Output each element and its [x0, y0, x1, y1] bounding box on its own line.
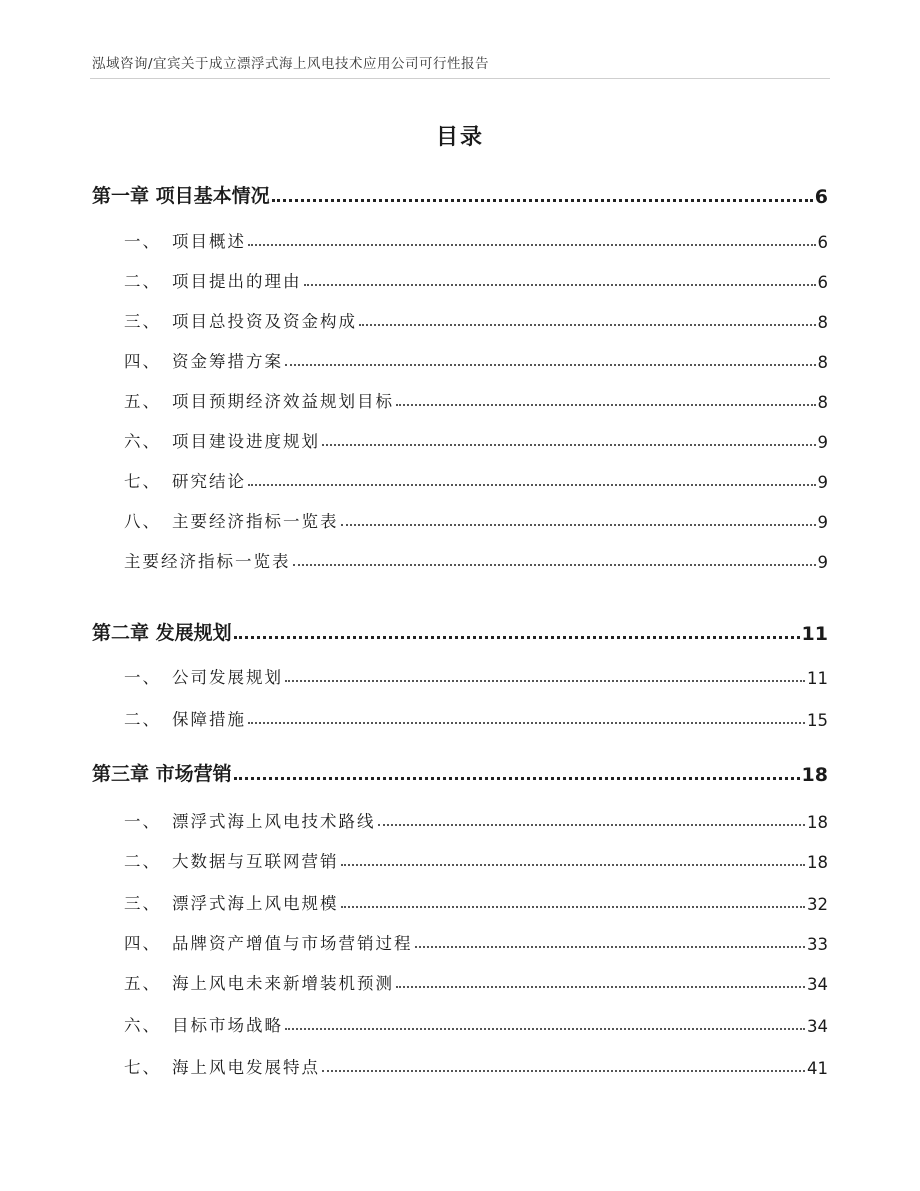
toc-entry-text: 第三章 市场营销	[92, 763, 232, 785]
running-header: 泓域咨询/宜宾关于成立漂浮式海上风电技术应用公司可行性报告	[92, 56, 490, 72]
dot-leader	[341, 864, 806, 866]
toc-chapter-row[interactable]	[92, 756, 828, 786]
toc-section-row[interactable]	[124, 462, 828, 492]
toc-entry-text: 品牌资产增值与市场营销过程	[172, 934, 413, 953]
toc-entry-label	[124, 808, 376, 832]
toc-entry-label	[124, 706, 246, 730]
toc-entry-text: 资金筹措方案	[172, 352, 283, 371]
toc-page-number: 18	[807, 853, 828, 872]
toc-entry-text: 第一章 项目基本情况	[92, 185, 270, 207]
toc-section-row[interactable]	[124, 502, 828, 532]
toc-entry-number: 一、	[124, 812, 161, 831]
dot-leader	[396, 404, 816, 406]
toc-entry-number: 六、	[124, 432, 161, 451]
toc-entry-label	[124, 228, 246, 252]
toc-entry-number: 六、	[124, 1016, 161, 1035]
toc-entry-number: 八、	[124, 512, 161, 531]
toc-section-row[interactable]	[124, 422, 828, 452]
toc-entry-text: 海上风电未来新增装机预测	[172, 974, 394, 993]
toc-section-row[interactable]	[124, 700, 828, 730]
toc-entry-text: 研究结论	[172, 472, 246, 491]
toc-page-number: 6	[817, 273, 828, 292]
toc-entry-text: 大数据与互联网营销	[172, 852, 339, 871]
toc-entry-number: 七、	[124, 1058, 161, 1077]
toc-entry-number: 三、	[124, 312, 161, 331]
toc-entry-label	[124, 308, 357, 332]
toc-entry-label	[124, 348, 283, 372]
toc-entry-number: 七、	[124, 472, 161, 491]
toc-entry-text: 项目建设进度规划	[172, 432, 320, 451]
toc-entry-text: 公司发展规划	[172, 668, 283, 687]
toc-entry-label	[124, 268, 302, 292]
dot-leader	[285, 364, 816, 366]
toc-entry-label	[124, 970, 394, 994]
toc-entry-label	[124, 508, 339, 532]
dot-leader	[234, 777, 800, 780]
toc-chapter-row[interactable]	[92, 615, 828, 645]
toc-entry-text: 项目概述	[172, 232, 246, 251]
toc-page-number: 11	[807, 669, 828, 688]
toc-page-number: 9	[817, 433, 828, 452]
toc-entry-text: 项目提出的理由	[172, 272, 302, 291]
toc-page-number: 9	[817, 473, 828, 492]
toc-entry-label	[124, 1054, 320, 1078]
toc-entry-text: 主要经济指标一览表	[172, 512, 339, 531]
toc-entry-text: 漂浮式海上风电规模	[172, 894, 339, 913]
dot-leader	[378, 824, 806, 826]
toc-entry-label	[124, 848, 339, 872]
toc-section-row[interactable]	[124, 1048, 828, 1078]
toc-section-row[interactable]	[124, 1006, 828, 1036]
dot-leader	[322, 444, 816, 446]
toc-page-number: 6	[817, 233, 828, 252]
toc-page-number: 18	[801, 764, 828, 786]
toc-entry-label	[124, 428, 320, 452]
dot-leader	[293, 564, 816, 566]
toc-section-row[interactable]	[124, 542, 828, 572]
toc-entry-text: 主要经济指标一览表	[124, 552, 291, 571]
toc-page-number: 34	[807, 1017, 828, 1036]
toc-entry-text: 项目预期经济效益规划目标	[172, 392, 394, 411]
toc-page-number: 32	[807, 895, 828, 914]
toc-page-number: 9	[817, 553, 828, 572]
toc-entry-number: 四、	[124, 934, 161, 953]
toc-entry-label	[124, 930, 413, 954]
toc-page-number: 11	[801, 623, 828, 645]
toc-page-number: 15	[807, 711, 828, 730]
toc-entry-label	[92, 181, 270, 208]
toc-section-row[interactable]	[124, 342, 828, 372]
dot-leader	[415, 946, 806, 948]
dot-leader	[272, 199, 813, 202]
dot-leader	[396, 986, 805, 988]
toc-chapter-row[interactable]	[92, 178, 828, 208]
toc-page-number: 34	[807, 975, 828, 994]
dot-leader	[248, 722, 805, 724]
toc-entry-text: 海上风电发展特点	[172, 1058, 320, 1077]
toc-section-row[interactable]	[124, 802, 828, 832]
dot-leader	[304, 284, 816, 286]
header-divider	[90, 78, 830, 79]
dot-leader	[285, 1028, 805, 1030]
toc-page-number: 9	[817, 513, 828, 532]
toc-entry-label	[124, 388, 394, 412]
toc-section-row[interactable]	[124, 222, 828, 252]
toc-section-row[interactable]	[124, 658, 828, 688]
dot-leader	[322, 1070, 805, 1072]
dot-leader	[234, 636, 800, 639]
toc-section-row[interactable]	[124, 964, 828, 994]
toc-entry-number: 一、	[124, 232, 161, 251]
toc-entry-text: 漂浮式海上风电技术路线	[172, 812, 376, 831]
toc-page-number: 8	[817, 393, 828, 412]
dot-leader	[341, 524, 816, 526]
toc-entry-number: 五、	[124, 974, 161, 993]
dot-leader	[359, 324, 816, 326]
toc-entry-label	[92, 759, 232, 786]
toc-page-number: 41	[807, 1059, 828, 1078]
dot-leader	[341, 906, 806, 908]
toc-entry-number: 四、	[124, 352, 161, 371]
toc-page-number: 33	[807, 935, 828, 954]
toc-entry-text: 第二章 发展规划	[92, 622, 232, 644]
dot-leader	[248, 244, 816, 246]
toc-section-row[interactable]	[124, 262, 828, 292]
toc-page-number: 8	[817, 353, 828, 372]
toc-section-row[interactable]	[124, 382, 828, 412]
toc-entry-text: 项目总投资及资金构成	[172, 312, 357, 331]
dot-leader	[248, 484, 816, 486]
toc-page-number: 8	[817, 313, 828, 332]
toc-entry-label	[124, 468, 246, 492]
toc-entry-text: 保障措施	[172, 710, 246, 729]
toc-entry-label	[124, 1012, 283, 1036]
toc-entry-label	[124, 548, 291, 572]
toc-section-row[interactable]	[124, 842, 828, 872]
toc-section-row[interactable]	[124, 302, 828, 332]
toc-entry-label	[124, 664, 283, 688]
toc-page-number: 18	[807, 813, 828, 832]
dot-leader	[285, 680, 805, 682]
toc-section-row[interactable]	[124, 884, 828, 914]
toc-entry-number: 二、	[124, 272, 161, 291]
toc-entry-text: 目标市场战略	[172, 1016, 283, 1035]
toc-entry-number: 五、	[124, 392, 161, 411]
toc-entry-number: 二、	[124, 852, 161, 871]
toc-entry-label	[92, 618, 232, 645]
toc-entry-number: 一、	[124, 668, 161, 687]
toc-entry-label	[124, 890, 339, 914]
toc-section-row[interactable]	[124, 924, 828, 954]
toc-page-number: 6	[814, 186, 828, 208]
toc-entry-number: 二、	[124, 710, 161, 729]
toc-entry-number: 三、	[124, 894, 161, 913]
page-title: 目录	[435, 125, 484, 150]
